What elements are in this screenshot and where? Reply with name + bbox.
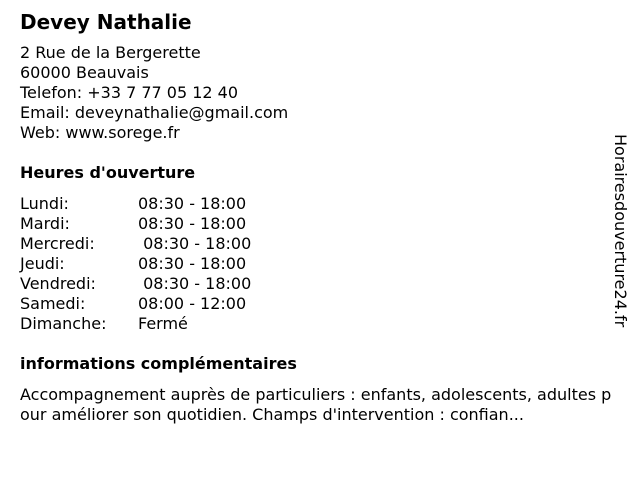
hours-row-mardi	[20, 214, 251, 234]
hours-row-dimanche	[20, 314, 251, 334]
hours-time: 08:30 - 18:00	[138, 254, 247, 273]
hours-row-vendredi	[20, 274, 251, 294]
hours-day: Vendredi:	[20, 274, 96, 293]
hours-time: 08:30 - 18:00	[138, 214, 247, 233]
address-street: 2 Rue de la Bergerette	[20, 43, 201, 62]
hours-time: 08:30 - 18:00	[138, 194, 247, 213]
hours-row-lundi	[20, 194, 251, 214]
hours-row-jeudi	[20, 254, 251, 274]
hours-day: Lundi:	[20, 194, 69, 213]
hours-day: Samedi:	[20, 294, 86, 313]
hours-row-mercredi	[20, 234, 251, 254]
opening-hours-title: Heures d'ouverture	[20, 163, 196, 182]
hours-day: Jeudi:	[20, 254, 65, 273]
website-text: Web: www.sorege.fr	[20, 123, 180, 142]
additional-info-text: Accompagnement auprès de particuliers : enfants, adolescents, adultes pour améliorer son quotidien. Champs d'intervention : confian...	[20, 385, 612, 424]
phone-text: Telefon: +33 7 77 05 12 40	[20, 83, 239, 102]
hours-day: Mercredi:	[20, 234, 95, 253]
site-watermark: Horairesdouverture24.fr	[611, 134, 630, 328]
hours-day: Dimanche:	[20, 314, 107, 333]
business-name: Devey Nathalie	[20, 10, 192, 34]
additional-info-title: informations complémentaires	[20, 354, 297, 373]
opening-hours-list	[20, 194, 251, 334]
hours-time: 08:00 - 12:00	[138, 294, 247, 313]
hours-time: Fermé	[138, 314, 188, 333]
email-text: Email: deveynathalie@gmail.com	[20, 103, 289, 122]
address-city: 60000 Beauvais	[20, 63, 149, 82]
hours-day: Mardi:	[20, 214, 70, 233]
hours-time: 08:30 - 18:00	[138, 274, 252, 293]
hours-time: 08:30 - 18:00	[138, 234, 252, 253]
contact-block	[20, 43, 288, 143]
hours-row-samedi	[20, 294, 251, 314]
